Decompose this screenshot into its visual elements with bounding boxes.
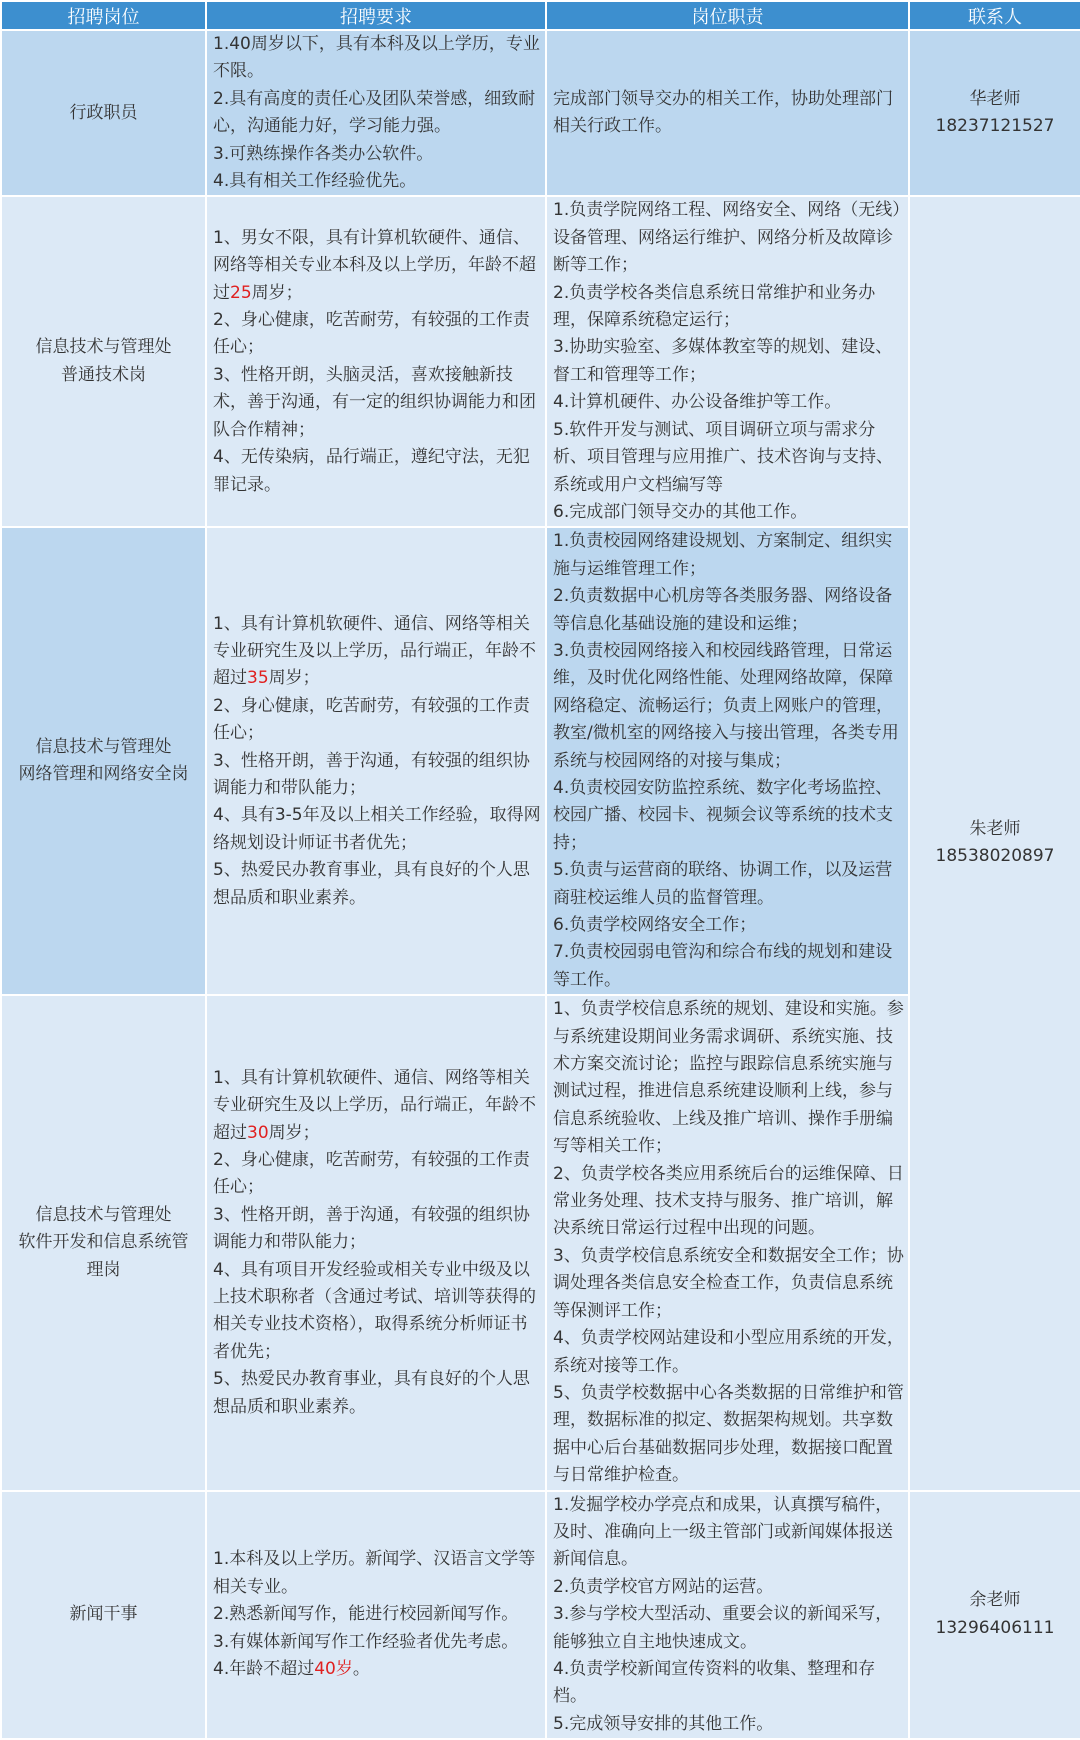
header-duties: 岗位职责	[546, 1, 909, 30]
contact-name: 华老师	[969, 88, 1021, 109]
requirement-text: 周岁；	[268, 668, 320, 689]
position-department: 信息技术与管理处	[35, 1204, 172, 1225]
requirements-cell	[206, 995, 546, 1490]
duty-item: 4.负责学校新闻宣传资料的收集、整理和存档。	[553, 1658, 876, 1707]
duties-cell	[546, 995, 909, 1490]
position-cell	[1, 30, 206, 196]
requirement-item: 3、性格开朗，头脑灵活，喜欢接触新技术，善于沟通，有一定的组织协调能力和团队合作精神；	[213, 364, 536, 440]
duty-item: 2、负责学校各类应用系统后台的运维保障、日常业务处理、技术支持与服务、推广培训，解决系统日常运行过程中出现的问题。	[553, 1163, 904, 1239]
requirement-item: 3、性格开朗，善于沟通，有较强的组织协调能力和带队能力；	[213, 1204, 530, 1253]
duty-item: 6.负责学校网络安全工作；	[553, 915, 757, 935]
requirement-item: 4、具有项目开发经验或相关专业中级及以上技术职称者（含通过考试、培训等获得的相关专业技术资格），取得系统分析师证书者优先；	[213, 1259, 536, 1362]
requirements-cell	[206, 1491, 546, 1740]
duty-item: 4.负责校园安防监控系统、数字化考场监控、校园广播、校园卡、视频会议等系统的技术支持；	[553, 777, 893, 853]
requirement-text: 1、男女不限，具有计算机软硬件、通信、网络等相关专业本科及以上学历，年龄不超过	[213, 227, 536, 303]
requirement-item: 4.具有相关工作经验优先。	[213, 171, 417, 192]
position-name: 新闻干事	[69, 1604, 138, 1625]
position-department: 信息技术与管理处	[35, 736, 172, 757]
duty-item: 4.计算机硬件、办公设备维护等工作。	[553, 392, 842, 413]
duty-item: 5、负责学校数据中心各类数据的日常维护和管理，数据标准的拟定、数据架构规划。共享数据中心后台基础数据同步处理，数据接口配置与日常维护检查。	[553, 1382, 904, 1486]
duties-cell	[546, 196, 909, 527]
duty-item: 5.负责与运营商的联络、协调工作，以及运营商驻校运维人员的监督管理。	[553, 860, 893, 908]
requirement-text: 1、具有计算机软硬件、通信、网络等相关专业研究生及以上学历，品行端正，年龄不超过	[213, 613, 536, 689]
contact-phone: 18237121527	[935, 116, 1055, 137]
requirement-item	[213, 225, 541, 307]
contact-cell	[909, 196, 1080, 1490]
position-cell	[1, 196, 206, 527]
requirement-item: 3.有媒体新闻写作工作经验者优先考虑。	[213, 1631, 519, 1652]
duty-item: 3.参与学校大型活动、重要会议的新闻采写，能够独立自主地快速成文。	[553, 1604, 893, 1652]
table-header-row	[1, 1, 1080, 30]
requirement-item: 5、热爱民办教育事业，具有良好的个人思想品质和职业素养。	[213, 860, 530, 908]
duty-item: 完成部门领导交办的相关工作，协助处理部门相关行政工作。	[553, 88, 893, 137]
header-contact: 联系人	[909, 1, 1080, 30]
duty-item: 1.发掘学校办学亮点和成果，认真撰写稿件，及时、准确向上一级主管部门或新闻媒体报送新闻信息。	[553, 1494, 893, 1570]
contact-cell	[909, 1491, 1080, 1740]
position-department: 信息技术与管理处	[35, 337, 172, 358]
contact-phone: 13296406111	[935, 1617, 1055, 1638]
contact-name: 余老师	[969, 1590, 1021, 1611]
duty-item: 6.完成部门领导交办的其他工作。	[553, 501, 808, 522]
requirement-item: 2.具有高度的责任心及团队荣誉感，细致耐心，沟通能力好，学习能力强。	[213, 88, 536, 137]
requirement-item: 3、性格开朗，善于沟通，有较强的组织协调能力和带队能力；	[213, 750, 530, 798]
requirement-item: 2、身心健康，吃苦耐劳，有较强的工作责任心；	[213, 1149, 530, 1198]
contact-phone: 18538020897	[935, 846, 1055, 867]
requirement-item: 2、身心健康，吃苦耐劳，有较强的工作责任心；	[213, 695, 530, 744]
position-name: 网络管理和网络安全岗	[18, 764, 189, 785]
header-position: 招聘岗位	[1, 1, 206, 30]
duty-item: 1、负责学校信息系统的规划、建设和实施。参与系统建设期间业务需求调研、系统实施、技术方案交流讨论；监控与跟踪信息系统实施与测试过程，推进信息系统建设顺利上线，参与信息系统验收、上线及推广培训、操作手册编写等相关工作；	[553, 999, 904, 1157]
requirement-item: 4、具有3-5年及以上相关工作经验，取得网络规划设计师证书者优先；	[213, 805, 541, 853]
duty-item: 5.完成领导安排的其他工作。	[553, 1713, 774, 1734]
position-name: 软件开发和信息系统管	[18, 1232, 189, 1253]
requirement-item: 4、无传染病，品行端正，遵纪守法，无犯罪记录。	[213, 447, 530, 495]
requirement-item	[213, 1656, 541, 1683]
position-cell	[1, 1491, 206, 1740]
duty-item: 2.负责学校官方网站的运营。	[553, 1576, 774, 1597]
duty-item: 1.负责校园网络建设规划、方案制定、组织实施与运维管理工作；	[553, 531, 893, 579]
table-row	[1, 30, 1080, 196]
table-row	[1, 196, 1080, 527]
header-requirements: 招聘要求	[206, 1, 546, 30]
contact-name: 朱老师	[969, 819, 1021, 840]
age-limit-highlight: 40岁	[314, 1658, 353, 1679]
requirement-item: 1.本科及以上学历。新闻学、汉语言文学等相关专业。	[213, 1549, 536, 1597]
age-limit-highlight: 35	[247, 668, 269, 689]
position-name: 行政职员	[69, 102, 138, 123]
requirements-cell	[206, 527, 546, 995]
requirement-text: 。	[352, 1658, 370, 1679]
requirement-item	[213, 611, 541, 693]
duty-item: 4、负责学校网站建设和小型应用系统的开发，系统对接等工作。	[553, 1328, 904, 1376]
duty-item: 5.软件开发与测试、项目调研立项与需求分析、项目管理与应用推广、技术咨询与支持、系统或用户文档编写等	[553, 419, 893, 495]
requirement-text: 周岁；	[268, 1122, 320, 1143]
position-name-cont: 理岗	[86, 1259, 121, 1280]
requirement-item: 5、热爱民办教育事业，具有良好的个人思想品质和职业素养。	[213, 1369, 530, 1417]
table-row	[1, 1491, 1080, 1740]
position-cell	[1, 527, 206, 995]
duty-item: 2.负责学校各类信息系统日常维护和业务办理，保障系统稳定运行；	[553, 282, 876, 331]
duty-item: 2.负责数据中心机房等各类服务器、网络设备等信息化基础设施的建设和运维；	[553, 586, 893, 634]
duties-cell	[546, 1491, 909, 1740]
duty-item: 3.协助实验室、多媒体教室等的规划、建设、督工和管理等工作；	[553, 337, 893, 385]
requirement-item: 2.熟悉新闻写作，能进行校园新闻写作。	[213, 1604, 519, 1625]
duties-cell	[546, 527, 909, 995]
requirement-item: 1.40周岁以下，具有本科及以上学历，专业不限。	[213, 34, 540, 82]
position-cell	[1, 995, 206, 1490]
duty-item: 1.负责学院网络工程、网络安全、网络（无线）设备管理、网络运行维护、网络分析及故障诊断等工作；	[553, 200, 901, 276]
requirements-cell	[206, 30, 546, 196]
duties-cell	[546, 30, 909, 196]
requirement-text: 4.年龄不超过	[213, 1658, 315, 1679]
duty-item: 3.负责校园网络接入和校园线路管理，日常运维，及时优化网络性能、处理网络故障，保障网络稳定、流畅运行；负责上网账户的管理，教室/微机室的网络接入与接出管理，各类专用系统与校园网络的对接与集成；	[553, 640, 899, 771]
requirements-cell	[206, 196, 546, 527]
age-limit-highlight: 30	[247, 1122, 269, 1143]
duty-item: 7.负责校园弱电管沟和综合布线的规划和建设等工作。	[553, 942, 893, 990]
requirement-text: 周岁；	[251, 282, 303, 303]
age-limit-highlight: 25	[230, 282, 252, 303]
requirement-item: 2、身心健康，吃苦耐劳，有较强的工作责任心；	[213, 310, 530, 358]
requirement-item	[213, 1065, 541, 1147]
duty-item: 3、负责学校信息系统安全和数据安全工作；协调处理各类信息安全检查工作，负责信息系统等保测评工作；	[553, 1245, 904, 1321]
requirement-text: 1、具有计算机软硬件、通信、网络等相关专业研究生及以上学历，品行端正，年龄不超过	[213, 1067, 536, 1143]
contact-cell	[909, 30, 1080, 196]
position-name: 普通技术岗	[61, 364, 146, 385]
requirement-item: 3.可熟练操作各类办公软件。	[213, 143, 434, 164]
